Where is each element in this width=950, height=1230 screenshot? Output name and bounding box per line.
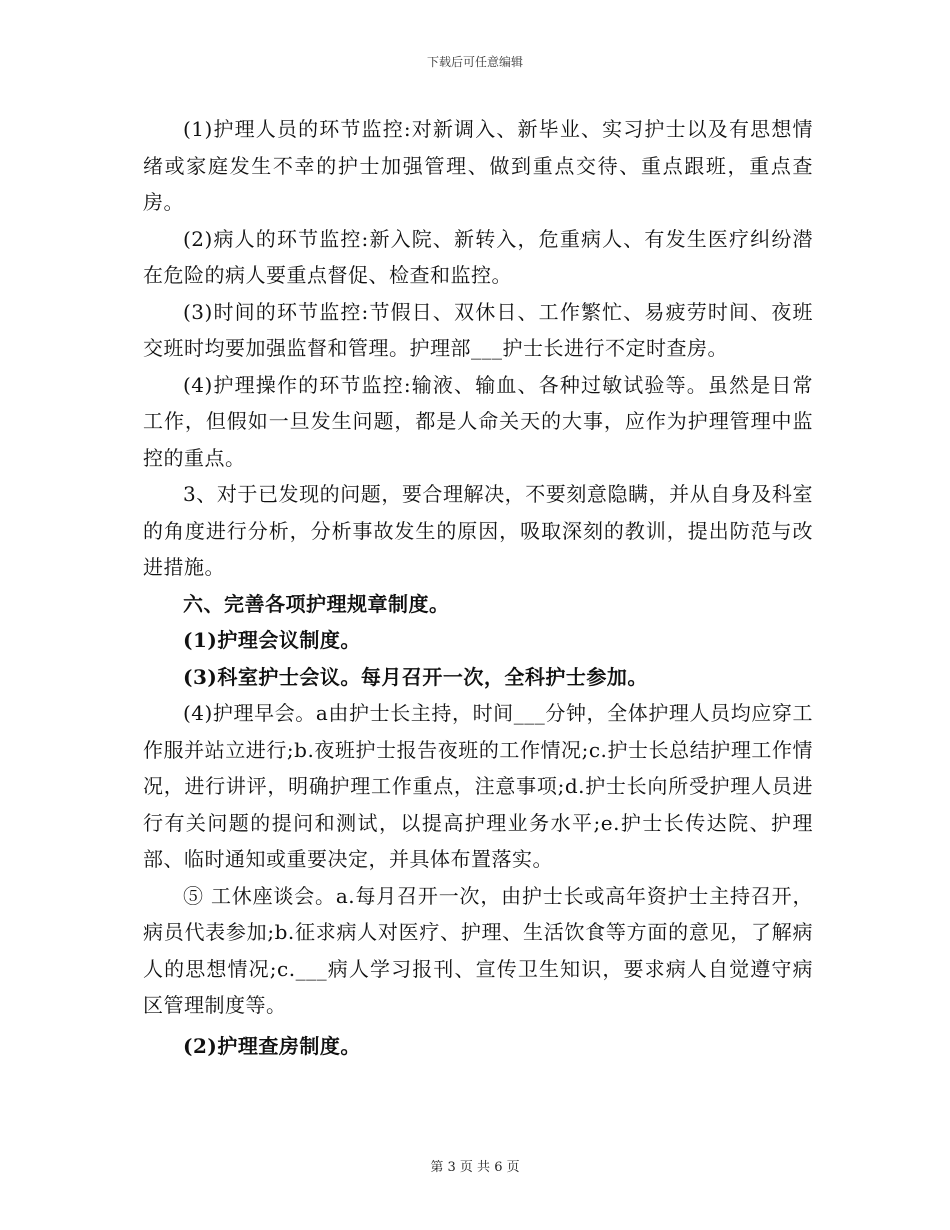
section-heading-regulations: 六、完善各项护理规章制度。 bbox=[183, 591, 450, 616]
paragraph-patient-monitoring: (2)病人的环节监控:新入院、新转入，危重病人、有发生医疗纠纷潜在危险的病人要重点督促、检查和监控。 bbox=[143, 226, 813, 287]
paragraph-operation-monitoring: (4)护理操作的环节监控:输液、输血、各种过敏试验等。虽然是日常工作，但假如一旦发生问题，都是人命关天的大事，应作为护理管理中监控的重点。 bbox=[143, 372, 813, 470]
paragraph-patient-forum: ⑤ 工休座谈会。a.每月召开一次，由护士长或高年资护士主持召开，病员代表参加;b.征求病人对医疗、护理、生活饮食等方面的意见，了解病人的思想情况;c.___病人学习报刊、宣传卫生知识，要求病人自觉遵守病区管理制度等。 bbox=[143, 883, 813, 1017]
subheading-meeting-system: (1)护理会议制度。 bbox=[183, 628, 361, 652]
paragraph-morning-meeting: (4)护理早会。a由护士长主持，时间___分钟，全体护理人员均应穿工作服并站立进行;b.夜班护士报告夜班的工作情况;c.护士长总结护理工作情况，进行讲评，明确护理工作重点，注意事项;d.护士长向所受护理人员进行有关问题的提问和测试，以提高护理业务水平;e.护士长传达院、护理部、临时通知或重要决定，并具体布置落实。 bbox=[143, 701, 813, 871]
paragraph-nursing-staff-monitoring: (1)护理人员的环节监控:对新调入、新毕业、实习护士以及有思想情绪或家庭发生不幸的护士加强管理、做到重点交待、重点跟班，重点查房。 bbox=[143, 117, 813, 214]
subheading-ward-round-system: (2)护理查房制度。 bbox=[183, 1033, 361, 1058]
subheading-department-meeting: (3)科室护士会议。每月召开一次，全科护士参加。 bbox=[183, 664, 648, 689]
paragraph-problem-handling: 3、对于已发现的问题，要合理解决，不要刻意隐瞒，并从自身及科室的角度进行分析，分析事故发生的原因，吸取深刻的教训，提出防范与改进措施。 bbox=[143, 482, 813, 579]
paragraph-time-monitoring: (3)时间的环节监控:节假日、双休日、工作繁忙、易疲劳时间、夜班交班时均要加强监督和管理。护理部___护士长进行不定时查房。 bbox=[143, 299, 813, 360]
document-body bbox=[143, 111, 813, 1064]
page-footer: 第 3 页 共 6 页 bbox=[430, 1160, 520, 1175]
page-header: 下载后可任意编辑 bbox=[426, 55, 523, 69]
